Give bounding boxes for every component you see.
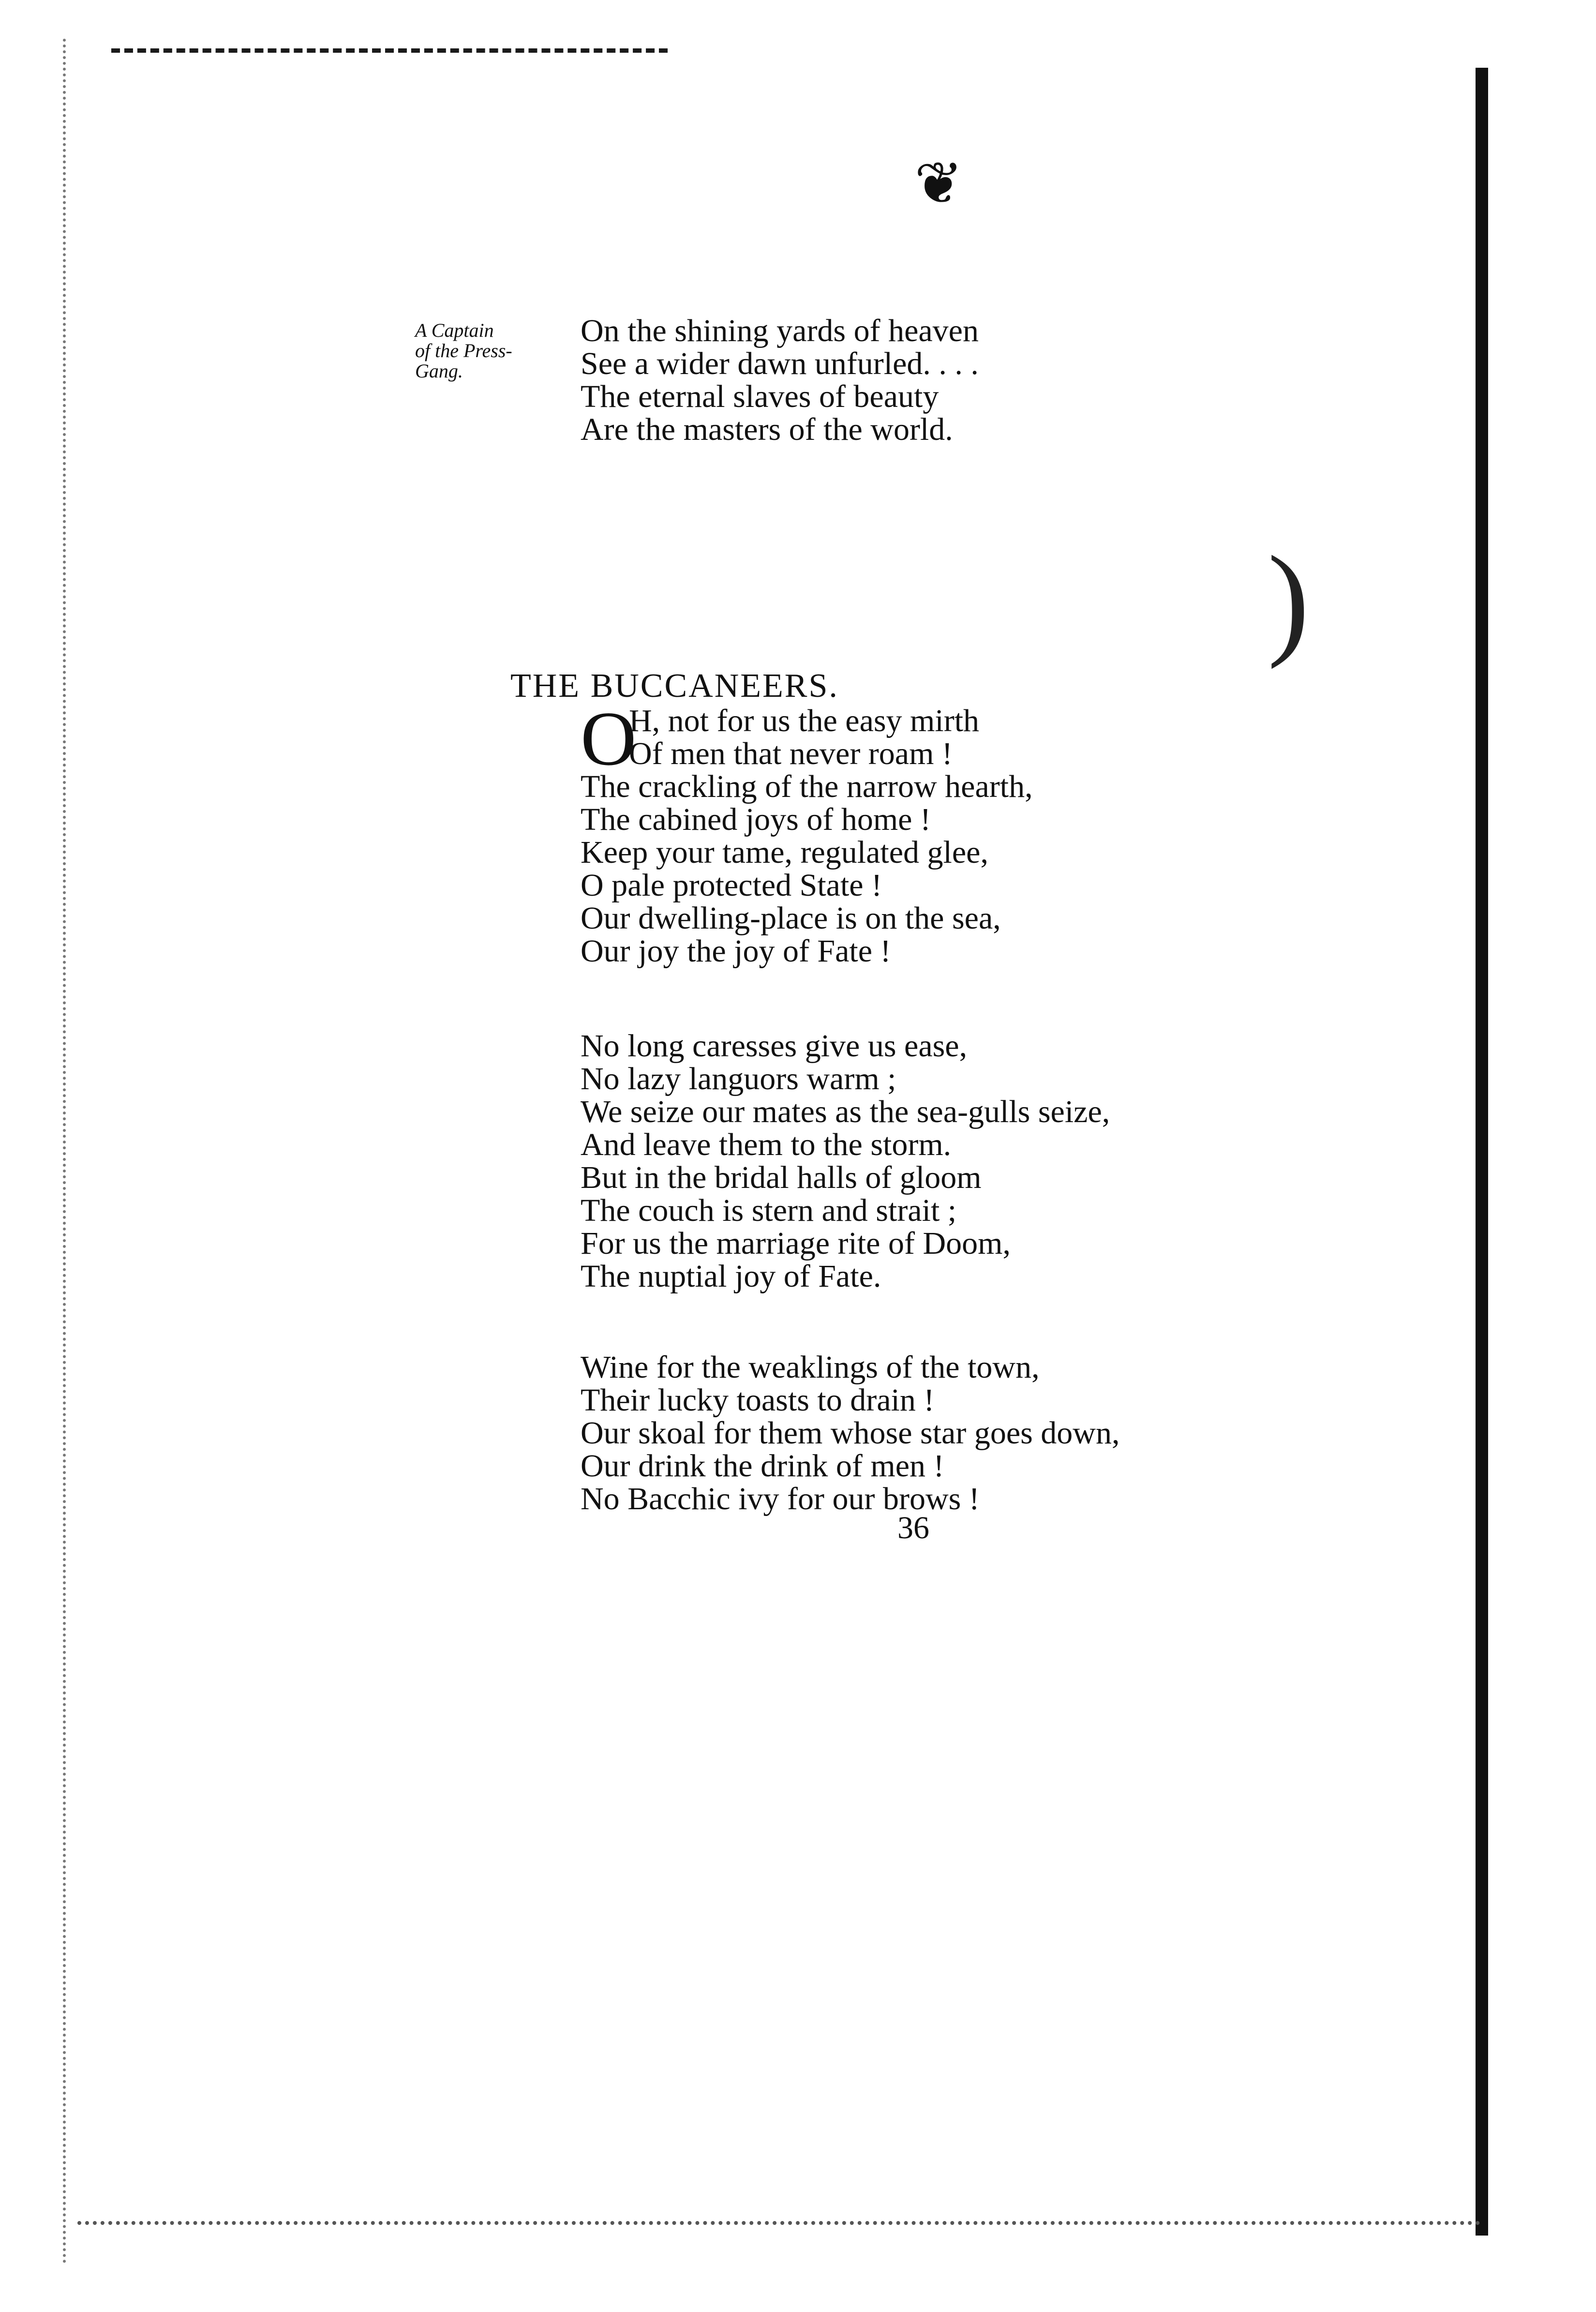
verse-line: H, not for us the easy mirth bbox=[629, 703, 980, 738]
verse-line: Keep your tame, regulated glee, bbox=[581, 835, 988, 870]
verse-line: Are the masters of the world. bbox=[581, 412, 953, 447]
page-number: 36 bbox=[897, 1510, 929, 1546]
scan-right-edge-bar bbox=[1476, 68, 1488, 2236]
scan-left-edge bbox=[63, 39, 109, 2265]
verse-line: No Bacchic ivy for our brows ! bbox=[581, 1481, 980, 1516]
stanza-3 bbox=[581, 1351, 1119, 1516]
verse-line: Our drink the drink of men ! bbox=[581, 1448, 944, 1484]
verse-line: We seize our mates as the sea-gulls seize, bbox=[581, 1094, 1110, 1129]
verse-line: The eternal slaves of beauty bbox=[581, 379, 939, 414]
verse-line: Our joy the joy of Fate ! bbox=[581, 933, 891, 969]
stanza-1-continued bbox=[581, 770, 1033, 968]
verse-line: Of men that never roam ! bbox=[629, 736, 953, 771]
scan-bottom-edge bbox=[77, 2221, 1480, 2225]
verse-line: Their lucky toasts to drain ! bbox=[581, 1382, 935, 1418]
verse-line: On the shining yards of heaven bbox=[581, 313, 979, 348]
marginal-note bbox=[415, 320, 580, 381]
poem-title: THE BUCCANEERS. bbox=[510, 667, 839, 705]
verse-line: Our dwelling-place is on the sea, bbox=[581, 901, 1001, 936]
marginal-note-line: of the Press- bbox=[415, 340, 512, 361]
verse-line: Our skoal for them whose star goes down, bbox=[581, 1415, 1120, 1451]
verse-line: And leave them to the storm. bbox=[581, 1127, 952, 1162]
verse-line: O pale protected State ! bbox=[581, 868, 882, 903]
verse-line: The crackling of the narrow hearth, bbox=[581, 769, 1033, 804]
verse-line: No long caresses give us ease, bbox=[581, 1028, 968, 1064]
opening-stanza bbox=[581, 315, 979, 446]
scan-top-rule bbox=[111, 48, 668, 53]
stanza-2 bbox=[581, 1030, 1110, 1293]
fleuron-ornament: ❦ bbox=[914, 151, 963, 216]
marginal-note-line: A Captain bbox=[415, 319, 494, 341]
verse-line: But in the bridal halls of gloom bbox=[581, 1160, 982, 1195]
drop-cap: O bbox=[581, 695, 637, 781]
poem-first-lines bbox=[629, 705, 979, 770]
verse-line: No lazy languors warm ; bbox=[581, 1061, 896, 1096]
margin-bracket-mark: ) bbox=[1268, 530, 1310, 670]
verse-line: The cabined joys of home ! bbox=[581, 802, 931, 837]
verse-line: See a wider dawn unfurled. . . . bbox=[581, 346, 979, 381]
verse-line: The couch is stern and strait ; bbox=[581, 1193, 957, 1228]
verse-line: For us the marriage rite of Doom, bbox=[581, 1226, 1011, 1261]
verse-line: The nuptial joy of Fate. bbox=[581, 1259, 881, 1294]
verse-line: Wine for the weaklings of the town, bbox=[581, 1350, 1040, 1385]
marginal-note-line: Gang. bbox=[415, 360, 463, 382]
